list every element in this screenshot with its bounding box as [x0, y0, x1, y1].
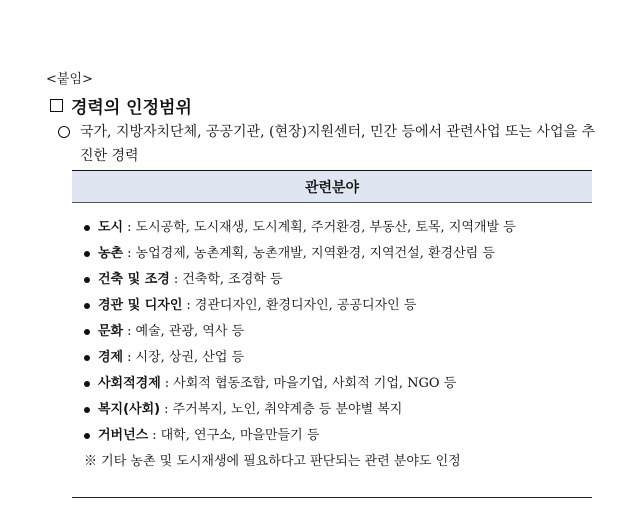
circle-outline-icon: [58, 126, 70, 138]
field-detail: 대학, 연구소, 마을만들기 등: [160, 428, 320, 443]
field-separator: :: [127, 350, 132, 365]
field-detail: 경관디자인, 환경디자인, 공공디자인 등: [194, 298, 417, 313]
field-separator: :: [127, 246, 132, 261]
field-separator: :: [152, 428, 157, 443]
field-detail: 주거복지, 노인, 취약계층 등 분야별 복지: [172, 402, 403, 417]
list-item: [84, 371, 592, 397]
bullet-icon: [84, 277, 90, 283]
field-separator: :: [186, 298, 191, 313]
bullet-icon: [84, 355, 90, 361]
bottom-divider: [72, 497, 592, 498]
list-item: [84, 215, 592, 241]
related-fields-note: ※ 기타 농촌 및 도시재생에 필요하다고 판단되는 관련 분야도 인정: [84, 454, 461, 469]
field-detail: 시장, 상권, 산업 등: [135, 350, 245, 365]
field-name: 거버넌스: [98, 428, 149, 443]
field-name: 건축 및 조경: [98, 272, 170, 287]
square-outline-icon: [50, 99, 63, 112]
field-separator: :: [127, 220, 132, 235]
list-item: [84, 241, 592, 267]
section-title: 경력의 인정범위: [71, 98, 192, 118]
list-item: [84, 423, 592, 449]
description-text: 국가, 지방자치단체, 공공기관, (현장)지원센터, 민간 등에서 관련사업 또는 사업을 추진한 경력: [80, 124, 596, 164]
field-separator: :: [127, 324, 132, 339]
field-separator: :: [173, 272, 179, 287]
field-name: 도시: [98, 220, 124, 235]
list-item: [84, 397, 592, 423]
related-fields-box: [72, 170, 592, 498]
related-fields-list: [72, 203, 592, 449]
list-item: [84, 293, 592, 319]
list-item: [84, 267, 592, 293]
list-item: [84, 319, 592, 345]
field-name: 사회적경제: [98, 376, 161, 391]
bullet-icon: [84, 381, 90, 387]
description-paragraph: [58, 120, 598, 168]
field-name: 문화: [98, 324, 124, 339]
related-fields-header: 관련분야: [72, 170, 592, 203]
bullet-icon: [84, 433, 90, 439]
list-item: [84, 345, 592, 371]
field-name: 경제: [98, 350, 124, 365]
field-name: 농촌: [98, 246, 124, 261]
field-detail: 도시공학, 도시재생, 도시계획, 주거환경, 부동산, 토목, 지역개발 등: [135, 220, 516, 235]
bullet-icon: [84, 251, 90, 257]
attachment-label: <붙임>: [46, 72, 93, 87]
field-detail: 예술, 관광, 역사 등: [135, 324, 245, 339]
field-detail: 건축학, 조경학 등: [182, 272, 283, 287]
bullet-icon: [84, 329, 90, 335]
field-detail: 농업경제, 농촌계획, 농촌개발, 지역환경, 지역건설, 환경산림 등: [135, 246, 495, 261]
bullet-icon: [84, 225, 90, 231]
field-name: 복지(사회): [98, 402, 161, 417]
bullet-icon: [84, 303, 90, 309]
field-separator: :: [164, 376, 170, 391]
field-detail: 사회적 협동조합, 마을기업, 사회적 기업, NGO 등: [173, 376, 457, 391]
field-name: 경관 및 디자인: [98, 298, 183, 313]
bullet-icon: [84, 407, 90, 413]
section-heading: [50, 93, 192, 118]
field-separator: :: [164, 402, 169, 417]
